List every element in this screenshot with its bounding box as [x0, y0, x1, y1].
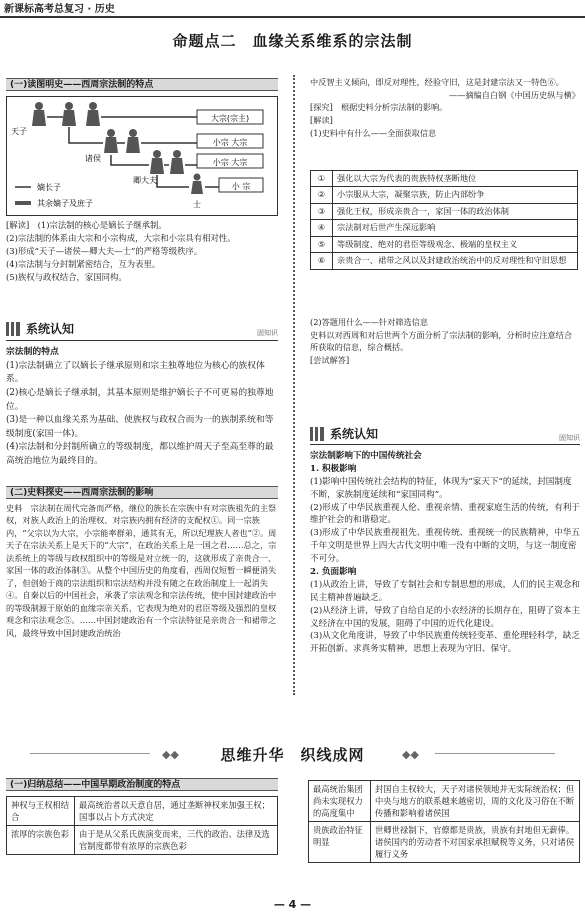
jiedu-label: [解读] [310, 115, 333, 126]
bottom-bar: (一)归纳总结——中国早期政治制度的特点 [6, 778, 278, 791]
sys-heading-right [310, 425, 580, 444]
shiliao-cont: 中反智主义倾向，即反对理性，经验守旧，这是封建宗法又一特色⑥。 [310, 77, 564, 87]
right-top-block [310, 76, 580, 140]
rule [6, 340, 278, 341]
lineage-diagram [6, 96, 278, 216]
neg-heading: 2. 负面影响 [310, 567, 357, 578]
bottom-right-table-wrap [308, 780, 580, 863]
bottom-left-table [6, 796, 278, 855]
changshi: [尝试解答] [310, 355, 350, 366]
row-num: ③ [311, 203, 333, 219]
label-dazong: 大宗(宗主) [210, 114, 250, 123]
row-text: 宗法制对后世产生深远影响 [333, 220, 578, 236]
row-head: 神权与王权相结合 [7, 797, 75, 826]
sys-item-1: (1)宗法制确立了以嫡长子继承原则和宗主独尊地位为核心的族权体系。 [6, 360, 265, 385]
row-text: 由于是从父系氏族演变而来，三代的政治、法律及选官制度都带有浓厚的宗族色彩 [75, 826, 278, 855]
sys-tag-right: 固知识 [559, 433, 580, 442]
table-row [311, 187, 578, 203]
section-bar-1: (一)读图明史——西周宗法制的特点 [6, 78, 278, 91]
banner-diamond-right: ◆◆ [402, 748, 419, 761]
label-xiaozong-dazong-1: 小宗 大宗 [212, 138, 248, 147]
row-text: 强化以大宗为代表的贵族特权垄断地位 [333, 171, 578, 187]
row-text: 封国自主权较大，天子对诸侯领地并无实际统治权；但中央与地方的联系越来越密切，周的文化及习俗在不断传播和影响着诸侯国 [371, 781, 580, 822]
sys-item-3: (3)是一种以血缘关系为基础、使族权与政权合而为一的族制系统和等级制度(家国一体)。 [6, 415, 274, 439]
table-row [309, 822, 580, 863]
q2: (2)答题用什么——针对筛选信息 [310, 317, 429, 327]
row-text: 最高统治者以天意自居，通过垄断神权来加强王权；国事以占卜方式决定 [75, 797, 278, 826]
label-xiaozong-dazong-2: 小宗 大宗 [212, 158, 248, 167]
table-row [311, 220, 578, 236]
header-rule [0, 16, 585, 18]
jiedu-4: (4)宗法制与分封制紧密结合，互为表里。 [6, 259, 161, 270]
label-tianzi: 天子 [11, 127, 27, 136]
label-zhuhou: 诸侯 [85, 154, 101, 163]
table-row [7, 826, 278, 855]
neg-item-2: (2)从经济上讲，导致了自给自足的小农经济的长期存在，阻碍了资本主义经济在中国的发展，阻碍了中国的近代化建设。 [310, 605, 580, 629]
rule [310, 444, 580, 445]
bottom-left-table-wrap [6, 796, 278, 855]
pos-item-1: (1)影响中国传统社会结构的特征，体现为“家天下”的延续，封国制度不断，家族制度延续和“家国同构”。 [310, 476, 572, 500]
row-num: ② [311, 187, 333, 203]
row-num: ⑥ [311, 253, 333, 269]
jiedu-5: (5)族权与政权结合，家国同构。 [6, 272, 127, 283]
pos-item-3: (3)形成了中华民族重视祖先、重视传统、重视统一的民族精神，中华五千年文明是世界上四大古代文明中唯一没有中断的文明，与这一制度密不可分。 [310, 528, 580, 565]
figures [32, 102, 203, 194]
row-num: ① [311, 171, 333, 187]
label-shi: 士 [193, 200, 201, 209]
jiedu-1: [解读] (1)宗法制的核心是嫡长子继承制。 [6, 220, 167, 230]
sys-heading-left [6, 320, 278, 339]
sys-tag-left: 固知识 [257, 328, 278, 337]
sys-title-left [6, 320, 74, 339]
jiedu-2: (2)宗法制的体系由大宗和小宗构成，大宗和小宗具有相对性。 [6, 233, 236, 244]
jiedu-block [6, 219, 278, 284]
row-text: 小宗服从大宗，凝聚宗族，防止内部纷争 [333, 187, 578, 203]
table-row [311, 236, 578, 252]
shiliao-text: 史料 宗法制在周代完备而严格，继位的族长在宗族中有对宗族祖先的主祭权，对族人政治上的治理权、对宗族内拥有经济的支配权①。同一宗族内，“父宗以为大宗，小宗能率群弟，通其有无，所以纪理族人者也”②。周天子在宗法关系上是天下的“大宗”，在政治关系上是一国之君……总之，宗法系统上的等级与政权组织中的等级是对立统一的，这就形成了亲贵合一、家国一体的政治体制③。从整个中国历史的角度看，西周仅短暂一瞬便消失了，但创始于商的宗法组织和宗法结构并没有随之在政治制度上一起消失④。自秦以后的中国社会，承袭了宗法观念和宗法传统，使中国封建政治中的等级制源于原始的血缘宗亲关系，它表现为绝对的君臣等级及强烈的皇权观念和宗法观念⑤。……中国封建政治有一个宗法特征是亲贵合一和裙带之风，最终导致中国封建政治统治 [6, 503, 277, 638]
sys-title-right [310, 425, 378, 444]
row-text: 强化王权，形成亲贵合一，家国一体的政治体制 [333, 203, 578, 219]
lineage-svg [7, 97, 277, 215]
neg-item-1: (1)从政治上讲，导致了专制社会和专制思想的形成，人们的民主观念和民主精神普遍缺乏。 [310, 579, 580, 603]
sys-sub-right: 宗法制影响下的中国传统社会 [310, 451, 422, 461]
table-row [309, 781, 580, 822]
section-icon [310, 427, 324, 441]
sys-sub-left: 宗法制的特点 [6, 347, 59, 357]
row-num: ⑤ [311, 236, 333, 252]
info-table [310, 170, 578, 270]
info-table-wrap [310, 170, 580, 270]
table-row [311, 203, 578, 219]
row-text: 世卿世禄制下，官僚都是贵族，贵族有封地但无薪俸。诸侯国内的劳动者不对国家承担赋税等义务，只对诸侯履行义务 [371, 822, 580, 863]
banner-diamond-left: ◆◆ [162, 748, 179, 761]
label-xiaozong: 小 宗 [231, 182, 251, 191]
tanjiu: [探究] 根据史料分析宗法制的影响。 [310, 102, 448, 113]
row-text: 亲贵合一、裙带之风以及封建政治统治中的反对理性和守旧思想 [333, 253, 578, 269]
section-bar-2: (二)史料探史——西周宗法制的影响 [6, 486, 278, 499]
sys-item-2: (2)核心是嫡长子继承制，其基本原则是维护嫡长子不可更易的独尊地位。 [6, 387, 274, 412]
q1: (1)史料中有什么——全面获取信息 [310, 127, 437, 138]
label-qingdafu: 卿大夫 [133, 176, 157, 185]
row-head: 最高统治集团尚未实现权力的高度集中 [309, 781, 371, 822]
table-row [7, 797, 278, 826]
legend-2: 其余嫡子及庶子 [37, 199, 93, 208]
table-row [311, 171, 578, 187]
legend-1: 嫡长子 [37, 183, 61, 192]
sys-title-text: 系统认知 [26, 322, 75, 336]
page-number: — 4 — [273, 898, 312, 911]
jiedu-3: (3)形成“天子—诸侯—卿大夫—士”的严格等级秩序。 [6, 246, 203, 257]
citation: ——摘编自白钢《中国历史纵与横》 [448, 89, 580, 100]
neg-item-3: (3)从文化角度讲，导致了中华民族重传统轻变革、重伦理轻科学，缺乏开拓创新、求真务实精神，思想上表现为守旧、保守。 [310, 631, 580, 655]
column-divider [293, 75, 295, 695]
row-text: 等级制度、绝对的君臣等级观念、极端的皇权主义 [333, 236, 578, 252]
row-head: 浓厚的宗族色彩 [7, 826, 75, 855]
sys-block-right [310, 450, 580, 656]
pos-heading: 1. 积极影响 [310, 463, 357, 474]
q2-text: 史料以对西周和对后世两个方面分析了宗法制的影响，分析时应注意结合所获取的信息，综合概括。 [310, 329, 573, 353]
q2-block [310, 316, 580, 367]
sys-item-4: (4)宗法制和分封制所确立的等级制度，都以维护周天子至高至尊的最高统治地位为最终目的。 [6, 442, 274, 466]
row-head: 贵族政治特征明显 [309, 822, 371, 863]
section-icon [6, 322, 20, 336]
table-row [311, 253, 578, 269]
pos-item-2: (2)形成了中华民族重视人伦、重视亲情、重视家庭生活的传统，有利于维护社会的和谐稳定。 [310, 502, 580, 526]
sys-title-text: 系统认知 [330, 427, 379, 441]
banner-title: 思维升华 织线成网 [220, 746, 365, 764]
main-title: 命题点二 血缘关系维系的宗法制 [172, 32, 413, 50]
row-num: ④ [311, 220, 333, 236]
sys-block-left [6, 346, 278, 469]
book-header: 新课标高考总复习 · 历史 [4, 4, 115, 15]
bottom-right-table [308, 780, 580, 863]
